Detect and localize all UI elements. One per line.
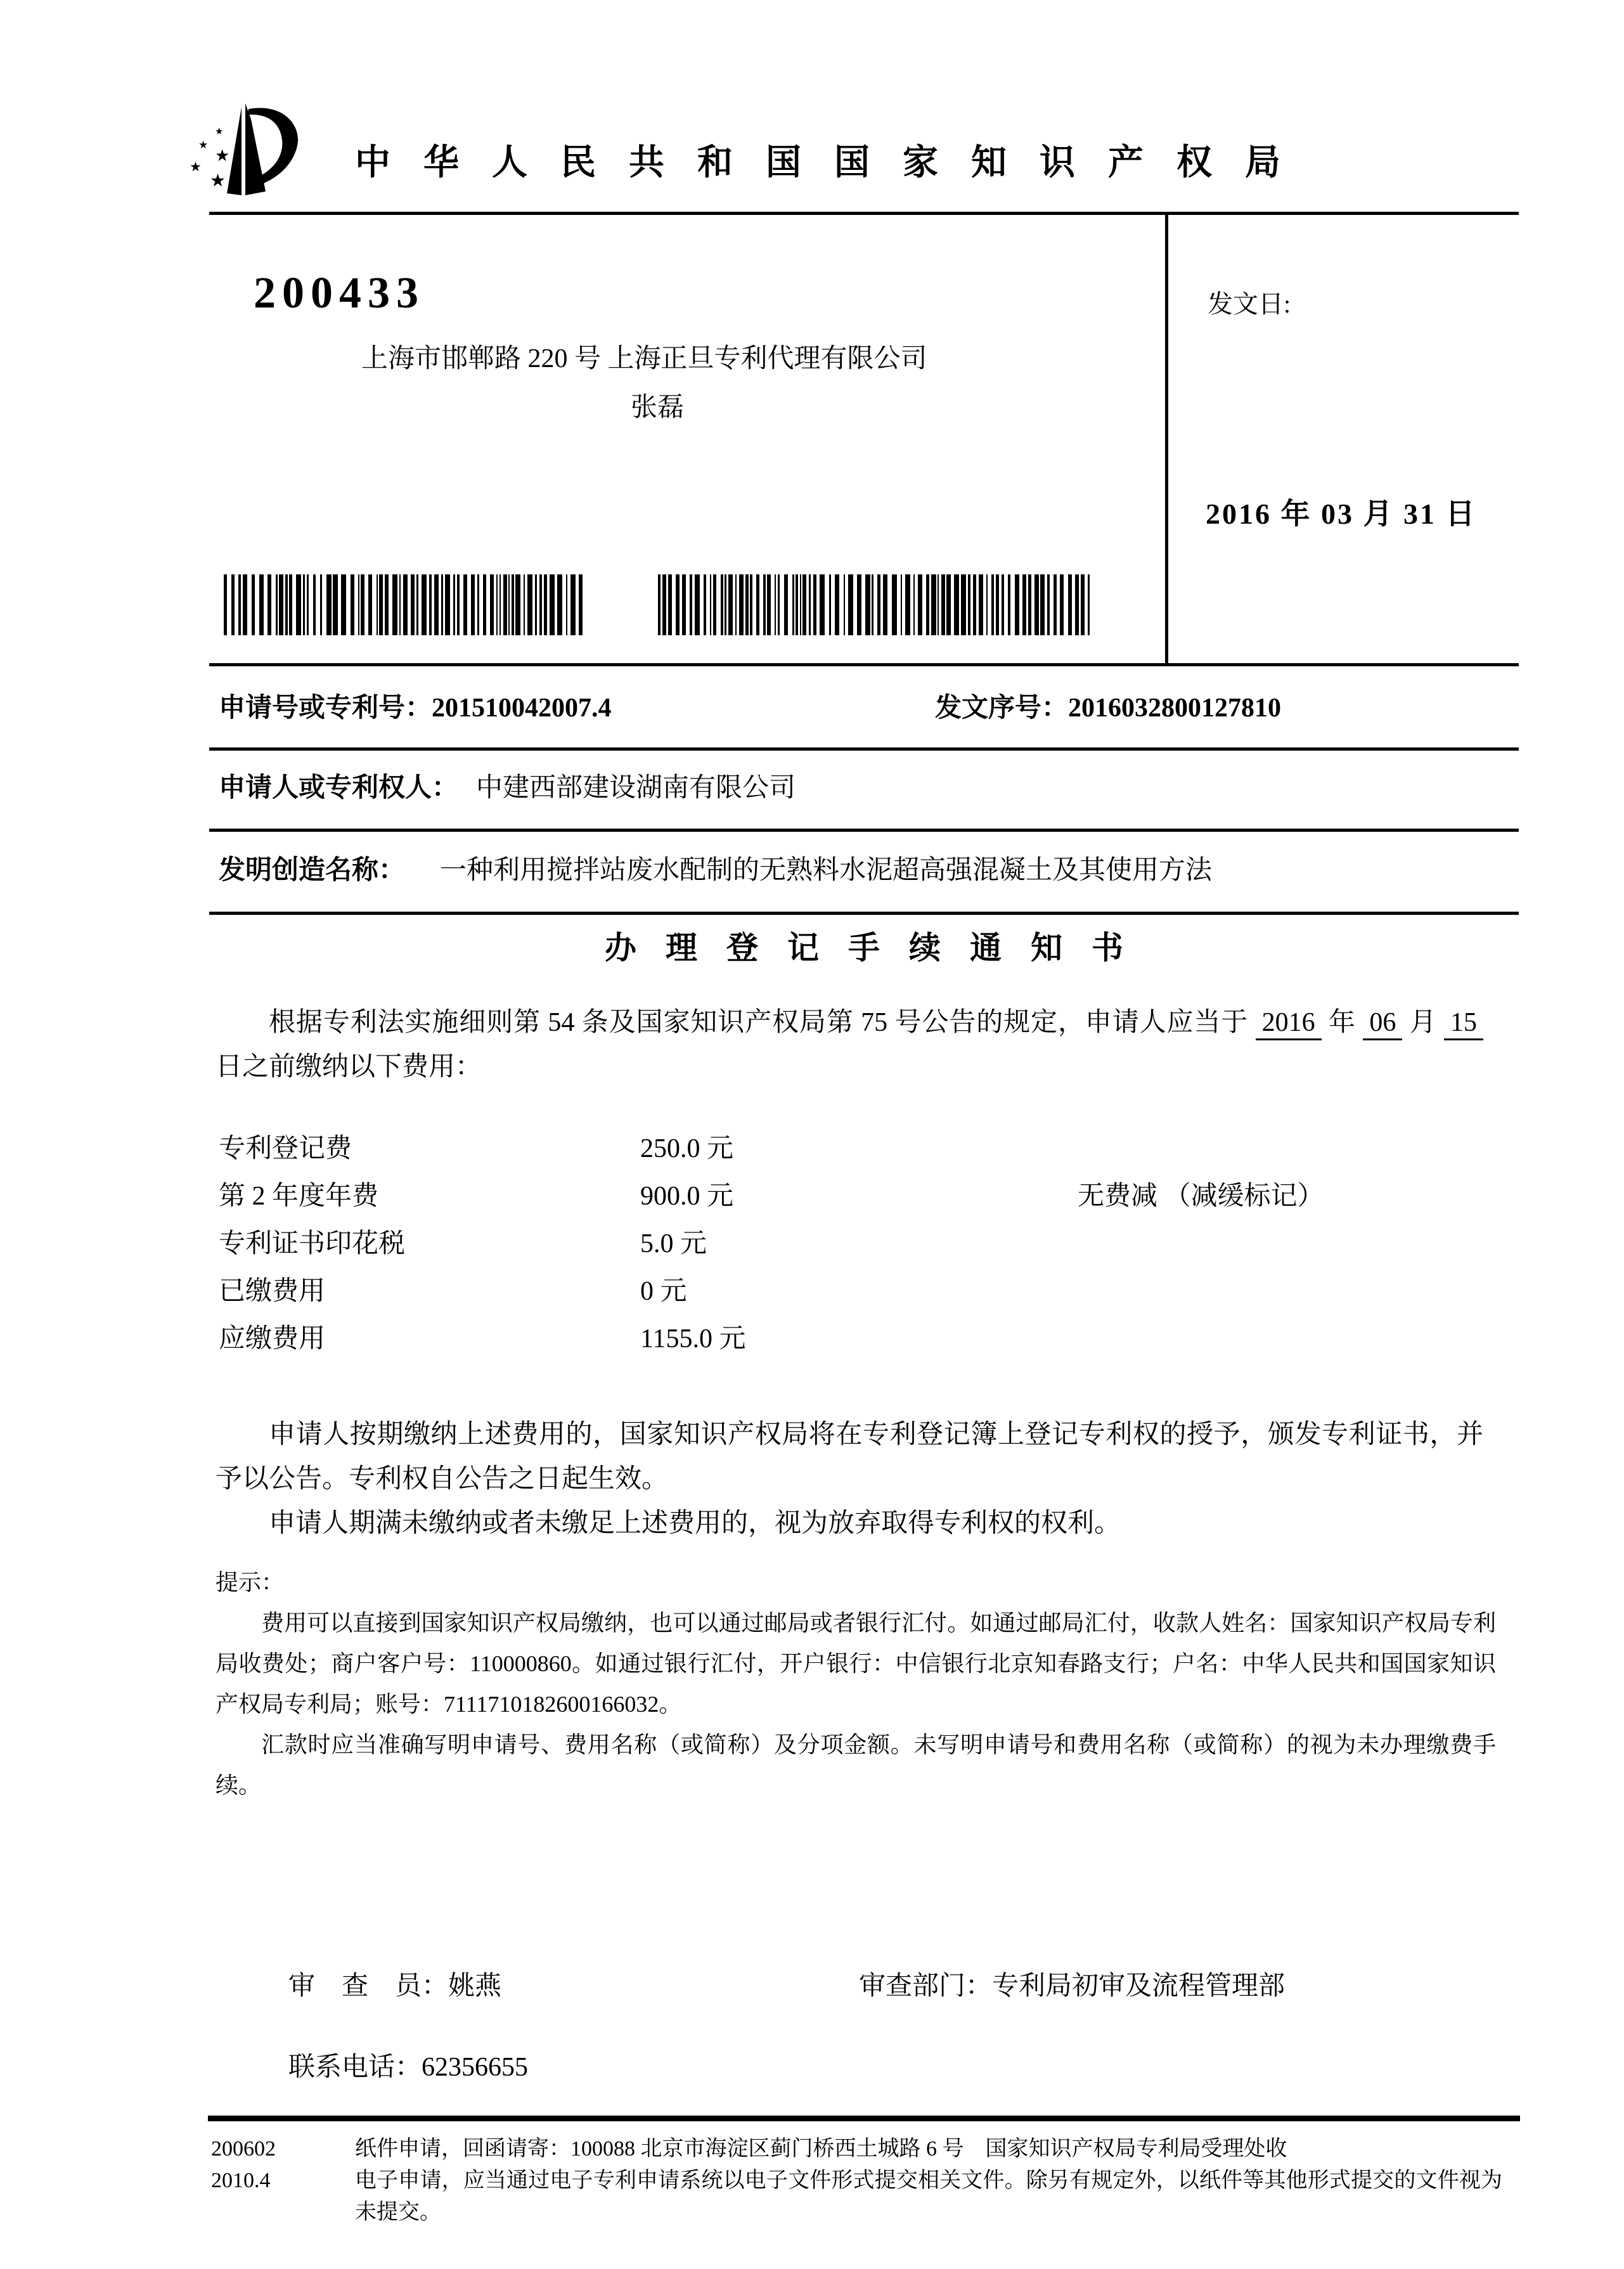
department-field [859, 1973, 1285, 2000]
svg-text:★: ★ [198, 139, 209, 152]
year-unit: 年 [1329, 1008, 1356, 1037]
header-divider [209, 212, 1519, 215]
fee-label: 已缴费用 [219, 1277, 326, 1306]
dispatch-date-label: 发文日: [1208, 290, 1291, 318]
svg-text:★: ★ [215, 146, 230, 165]
month-unit: 月 [1409, 1008, 1437, 1037]
hint-block [216, 1603, 1496, 1806]
form-code: 200602 [211, 2137, 276, 2161]
phone-label: 联系电话： [288, 2053, 422, 2082]
department-label: 审查部门： [859, 1972, 993, 2001]
cnipa-emblem-icon [187, 101, 307, 197]
serial-number-label: 发文序号： [935, 694, 1069, 723]
footer-divider [208, 2116, 1520, 2121]
fee-label: 专利登记费 [219, 1134, 352, 1163]
section-divider [209, 663, 1519, 666]
remittance-hint-paragraph: 汇款时应当准确写明申请号、费用名称（或简称）及分项金额。未写明申请号和费用名称（或简称）的视为未办理缴费手续。 [216, 1732, 1496, 1798]
barcode [224, 574, 591, 635]
org-title: 中华人民共和国国家知识产权局 [355, 143, 1313, 183]
fee-amount: 5.0 元 [640, 1229, 707, 1258]
svg-text:★: ★ [215, 126, 224, 137]
department-name: 专利局初审及流程管理部 [992, 1972, 1286, 2001]
barcode [658, 574, 1095, 635]
intro-suffix: 日之前缴纳以下费用： [216, 1052, 482, 1082]
footer-form-codes [211, 2133, 338, 2197]
form-date: 2010.4 [211, 2169, 271, 2192]
svg-text:★: ★ [210, 170, 226, 191]
phone-number: 62356655 [422, 2053, 529, 2082]
dispatch-code: 200433 [254, 269, 425, 318]
serial-number-value: 2016032800127810 [1068, 694, 1282, 723]
intro-paragraph [216, 1000, 1483, 1089]
fee-row [219, 1220, 1486, 1268]
application-number-label: 申请号或专利号： [219, 694, 432, 723]
fee-row [219, 1316, 1486, 1363]
serial-number-row [935, 695, 1281, 721]
recipient-address: 上海市邯郸路 220 号 上海正旦专利代理有限公司 [361, 344, 927, 373]
payment-hint-paragraph: 费用可以直接到国家知识产权局缴纳，也可以通过邮局或者银行汇付。如通过邮局汇付，收款人姓名：国家知识产权局专利局收费处；商户客户号：110000860。如通过银行汇付，开户银行：中信银行北京知春路支行；户名：中华人民共和国国家知识产权局专利局；账号：7111710182600166032。 [216, 1610, 1496, 1717]
invention-title-row [219, 857, 1212, 884]
fee-amount: 1155.0 元 [640, 1324, 746, 1354]
fee-label: 第 2 年度年费 [219, 1182, 379, 1211]
fee-row [219, 1173, 1486, 1220]
fee-amount: 900.0 元 [640, 1182, 734, 1211]
section-divider [209, 829, 1519, 832]
hint-label: 提示： [216, 1570, 285, 1595]
examiner-name: 姚燕 [448, 1972, 502, 2001]
fee-row [219, 1268, 1486, 1316]
legal-paragraphs [216, 1412, 1483, 1546]
fee-label: 应缴费用 [219, 1324, 326, 1354]
examiner-field [288, 1972, 501, 2001]
fee-note: 无费减 （减缓标记） [1078, 1182, 1324, 1211]
section-divider [209, 747, 1519, 751]
phone-row [288, 2054, 528, 2081]
fee-table [219, 1125, 1486, 1363]
application-number-row [219, 695, 612, 721]
examiner-label: 审 查 员： [288, 1972, 449, 2001]
fee-row [219, 1125, 1486, 1173]
signoff-row [288, 1973, 1519, 2000]
deadline-year: 2016 [1256, 1008, 1322, 1040]
footer-instructions [355, 2133, 1502, 2228]
recipient-name: 张磊 [631, 393, 685, 422]
dispatch-date: 2016 年 03 月 31 日 [1206, 498, 1477, 530]
applicant-value: 中建西部建设湖南有限公司 [476, 773, 796, 803]
deadline-day: 15 [1444, 1008, 1483, 1040]
grant-paragraph: 申请人按期缴纳上述费用的，国家知识产权局将在专利登记簿上登记专利权的授予，颁发专利证书，并予以公告。专利权自公告之日起生效。 [216, 1420, 1483, 1494]
invention-title-label: 发明创造名称： [219, 856, 406, 885]
deadline-month: 06 [1363, 1008, 1402, 1040]
invention-title-value: 一种利用搅拌站废水配制的无熟料水泥超高强混凝土及其使用方法 [440, 856, 1213, 885]
applicant-label: 申请人或专利权人： [219, 773, 459, 803]
emblem-stars [190, 126, 229, 191]
paper-filing-note: 纸件申请，回函请寄：100088 北京市海淀区蓟门桥西土城路 6 号 国家知识产权局专利局受理处收 [355, 2137, 1287, 2161]
forfeit-paragraph: 申请人期满未缴纳或者未缴足上述费用的，视为放弃取得专利权的权利。 [269, 1509, 1121, 1538]
fee-amount: 0 元 [640, 1277, 687, 1306]
svg-text:★: ★ [190, 159, 202, 174]
section-divider [209, 912, 1519, 915]
applicant-row [219, 775, 796, 801]
notice-title: 办理登记手续通知书 [605, 930, 1152, 966]
fee-label: 专利证书印花税 [219, 1229, 406, 1258]
e-filing-note: 电子申请，应当通过电子专利申请系统以电子文件形式提交相关文件。除另有规定外，以纸件等其他形式提交的文件视为未提交。 [355, 2169, 1502, 2224]
date-box-divider [1165, 212, 1168, 663]
intro-prefix: 根据专利法实施细则第 54 条及国家知识产权局第 75 号公告的规定，申请人应当于 [269, 1008, 1249, 1037]
application-number-value: 201510042007.4 [432, 694, 612, 723]
fee-amount: 250.0 元 [640, 1134, 734, 1163]
